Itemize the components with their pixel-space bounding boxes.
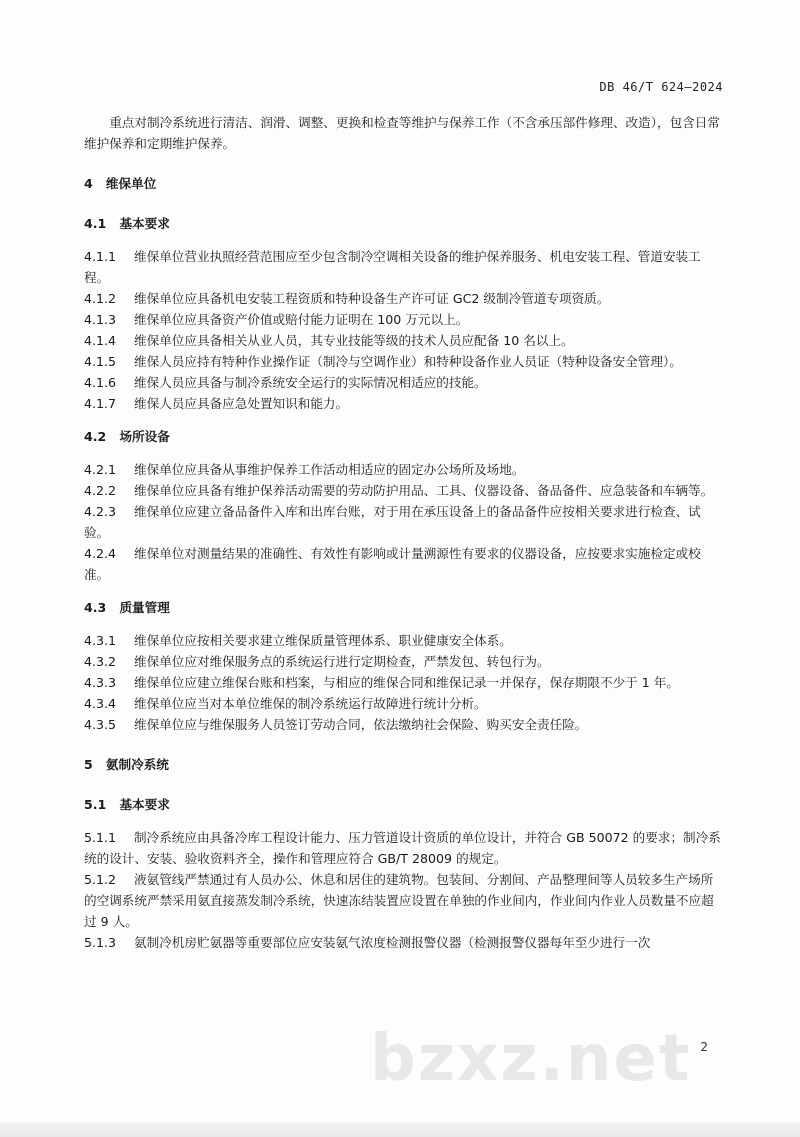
section-4-2-clauses bbox=[84, 459, 724, 585]
page-number: 2 bbox=[700, 1040, 708, 1054]
intro-paragraph: 重点对制冷系统进行清洁、润滑、调整、更换和检查等维护与保养工作（不含承压部件修理、改造），包含日常维护保养和定期维护保养。 bbox=[84, 115, 720, 151]
clause-4-1-4: 4.1.4 维保单位应具备相关从业人员，其专业技能等级的技术人员应配备 10 名以上。 bbox=[84, 333, 574, 348]
section-4-1-heading: 4.1 基本要求 bbox=[84, 216, 170, 231]
standard-code: DB 46/T 624—2024 bbox=[599, 80, 723, 94]
section-4-heading: 4 维保单位 bbox=[84, 176, 157, 191]
clause-4-1-5: 4.1.5 维保人员应持有特种作业操作证（制冷与空调作业）和特种设备作业人员证（特种设备安全管理）。 bbox=[84, 354, 682, 369]
clause-4-3-3: 4.3.3 维保单位应建立维保台账和档案，与相应的维保合同和维保记录一并保存，保存期限不少于 1 年。 bbox=[84, 675, 679, 690]
clause-4-1-3: 4.1.3 维保单位应具备资产价值或赔付能力证明在 100 万元以上。 bbox=[84, 312, 469, 327]
watermark: bzxz.net bbox=[370, 1022, 692, 1096]
clause-4-1-7: 4.1.7 维保人员应具备应急处置知识和能力。 bbox=[84, 396, 349, 411]
clause-4-1-2: 4.1.2 维保单位应具备机电安装工程资质和特种设备生产许可证 GC2 级制冷管道专项资质。 bbox=[84, 291, 610, 306]
page-bottom-edge bbox=[0, 1122, 800, 1137]
section-4-2-heading: 4.2 场所设备 bbox=[84, 429, 170, 444]
clause-4-1-1: 4.1.1 维保单位营业执照经营范围应至少包含制冷空调相关设备的维护保养服务、机电安装工程、管道安装工程。 bbox=[84, 249, 701, 285]
clause-4-3-4: 4.3.4 维保单位应当对本单位维保的制冷系统运行故障进行统计分析。 bbox=[84, 696, 487, 711]
clause-5-1-1: 5.1.1 制冷系统应由具备冷库工程设计能力、压力管道设计资质的单位设计，并符合 GB 50072 的要求；制冷系统的设计、安装、验收资料齐全，操作和管理应符合 GB/T 28009 的规定。 bbox=[84, 830, 721, 866]
section-4-3-heading: 4.3 质量管理 bbox=[84, 600, 170, 615]
section-4-1-clauses bbox=[84, 246, 724, 414]
clause-4-3-2: 4.3.2 维保单位应对维保服务点的系统运行进行定期检查，严禁发包、转包行为。 bbox=[84, 654, 550, 669]
clause-4-2-2: 4.2.2 维保单位应具备有维护保养活动需要的劳动防护用品、工具、仪器设备、备品备件、应急装备和车辆等。 bbox=[84, 483, 714, 498]
clause-4-1-6: 4.1.6 维保人员应具备与制冷系统安全运行的实际情况相适应的技能。 bbox=[84, 375, 487, 390]
section-5-1-heading: 5.1 基本要求 bbox=[84, 797, 170, 812]
clause-4-3-5: 4.3.5 维保单位应与维保服务人员签订劳动合同，依法缴纳社会保险、购买安全责任险。 bbox=[84, 717, 588, 732]
section-4-3-clauses bbox=[84, 630, 724, 735]
section-5-1-clauses bbox=[84, 827, 724, 953]
clause-4-2-3: 4.2.3 维保单位应建立备品备件入库和出库台账，对于用在承压设备上的备品备件应按相关要求进行检查、试验。 bbox=[84, 504, 701, 540]
page-content bbox=[84, 112, 724, 953]
clause-5-1-2: 5.1.2 液氨管线严禁通过有人员办公、休息和居住的建筑物。包装间、分割间、产品整理间等人员较多生产场所的空调系统严禁采用氨直接蒸发制冷系统，快速冻结装置应设置在单独的作业间内，作业间内作业人员数量不应超过 9 人。 bbox=[84, 872, 714, 929]
clause-5-1-3: 5.1.3 氨制冷机房贮氨器等重要部位应安装氨气浓度检测报警仪器（检测报警仪器每年至少进行一次 bbox=[84, 935, 651, 950]
clause-4-3-1: 4.3.1 维保单位应按相关要求建立维保质量管理体系、职业健康安全体系。 bbox=[84, 633, 512, 648]
clause-4-2-4: 4.2.4 维保单位对测量结果的准确性、有效性有影响或计量溯源性有要求的仪器设备，应按要求实施检定或校准。 bbox=[84, 546, 701, 582]
section-5-heading: 5 氨制冷系统 bbox=[84, 757, 169, 772]
clause-4-2-1: 4.2.1 维保单位应具备从事维护保养工作活动相适应的固定办公场所及场地。 bbox=[84, 462, 525, 477]
